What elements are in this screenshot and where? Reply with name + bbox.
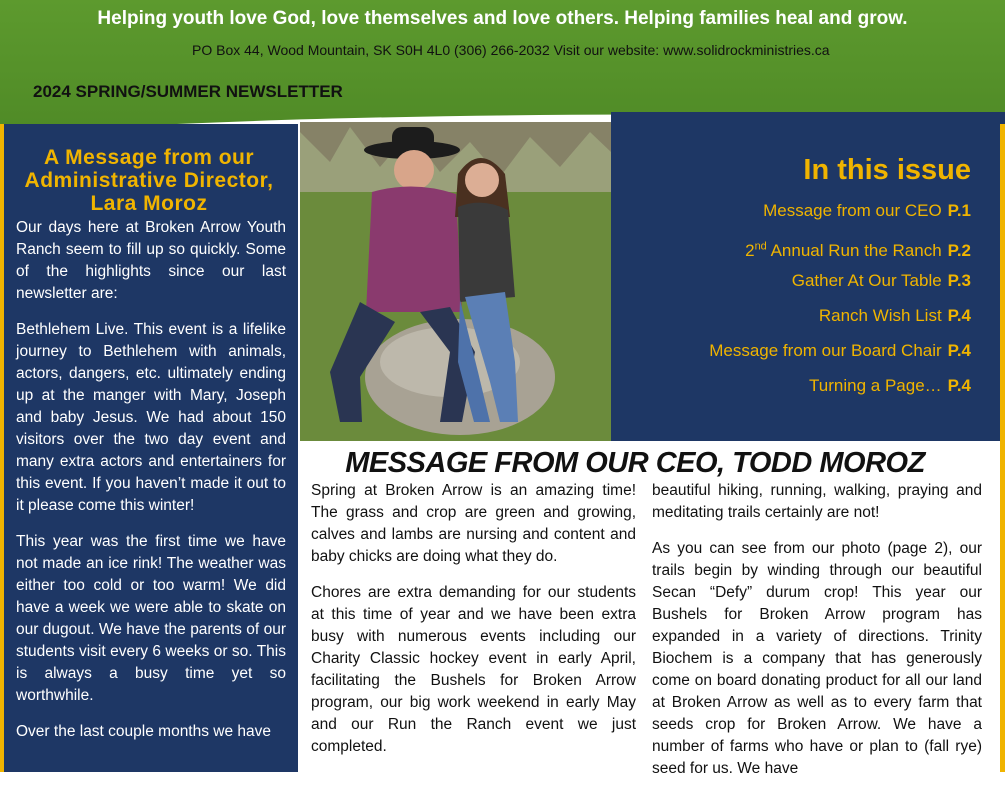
issue-item-label (745, 241, 942, 260)
issue-item[interactable] (709, 235, 971, 270)
issue-item-label: Gather At Our Table (791, 271, 942, 290)
issue-item-page: P.2 (947, 240, 971, 260)
newsletter-title: 2024 SPRING/SUMMER NEWSLETTER (33, 82, 343, 101)
issue-item-page: P.4 (947, 341, 971, 360)
issue-item[interactable] (709, 340, 971, 375)
in-this-issue-box (611, 112, 1005, 441)
director-paragraph: Our days here at Broken Arrow Youth Ranch seem to fill up so quickly. Some of the highlights since our last newsletter are: (16, 219, 286, 302)
in-this-issue-title: In this issue (803, 154, 971, 186)
director-paragraph: This year was the first time we have not made an ice rink! The weather was either too cold or too warm! We did have a week we were able to skate on our dugout. We have the parents of our students visit every 6 weeks or so. This is always a busy time yet so worthwhile. (16, 533, 286, 704)
issue-item-label: Message from our CEO (763, 201, 942, 220)
issue-item[interactable] (709, 375, 971, 410)
ceo-message-title: MESSAGE FROM OUR CEO, TODD MOROZ (345, 447, 925, 479)
tagline: Helping youth love God, love themselves and love others. Helping families heal and grow. (97, 8, 908, 29)
issue-item-label-text: Annual Run the Ranch (766, 240, 942, 260)
issue-item[interactable] (709, 305, 971, 340)
director-paragraph: Over the last couple months we have (16, 723, 272, 740)
issue-item-page: P.4 (947, 306, 971, 325)
couple-photo-illustration (300, 122, 611, 441)
issue-item-label-ordinal: nd (754, 240, 767, 252)
director-message-column (0, 124, 298, 772)
issue-item-label-number: 2 (745, 240, 755, 260)
ceo-paragraph: beautiful hiking, running, walking, praying and meditating trails certainly are not! (652, 482, 982, 521)
right-border (1000, 124, 1005, 772)
ceo-column-2 (652, 480, 982, 794)
issue-list (709, 200, 971, 410)
issue-item-label: Message from our Board Chair (709, 341, 942, 360)
ceo-paragraph: Spring at Broken Arrow is an amazing time! The grass and crop are green and growing, calves and lambs are nursing and content and baby chicks are doing what they do. (311, 482, 636, 565)
director-message-title: A Message from our Administrative Director, Lara Moroz (24, 146, 274, 215)
issue-item-label: Ranch Wish List (818, 306, 942, 325)
ceo-paragraph: As you can see from our photo (page 2), our trails begin by winding through our beautiful Secan “Defy” durum crop! This year our Bushels for Broken Arrow program has expanded in a variety of directions. Trinity Biochem is a company that has generously come on board donating product for all our land at Broken Arrow as well as to every farm that seeds crop for Broken Arrow. We have a number of farms who have or plan to (fall rye) seed for us. We have (652, 540, 982, 777)
issue-item[interactable] (709, 200, 971, 235)
director-paragraph: Bethlehem Live. This event is a lifelike journey to Bethlehem with animals, actors, dangers, etc. ultimately ending up at the manger with Mary, Joseph and baby Jesus. We had about 150 visitors over the two day event and many extra actors and entertainers for this event. If you haven’t made it out to it please come this winter! (16, 321, 286, 514)
issue-item-page: P.1 (947, 201, 971, 220)
couple-photo (300, 122, 611, 441)
contact-address: PO Box 44, Wood Mountain, SK S0H 4L0 (306) 266-2032 Visit our website: www.solidrockministries.ca (192, 42, 830, 58)
issue-item-page: P.4 (947, 376, 971, 395)
issue-item-label: Turning a Page… (809, 376, 942, 395)
ceo-paragraph: Chores are extra demanding for our students at this time of year and we have been extra busy with numerous events including our Charity Classic hockey event in early April, facilitating the Bushels for Broken Arrow program, our big work weekend in early May and our Run the Ranch event we just completed. (311, 584, 636, 755)
issue-item[interactable] (709, 270, 971, 305)
ceo-column-1 (311, 480, 636, 772)
issue-item-page: P.3 (947, 271, 971, 290)
